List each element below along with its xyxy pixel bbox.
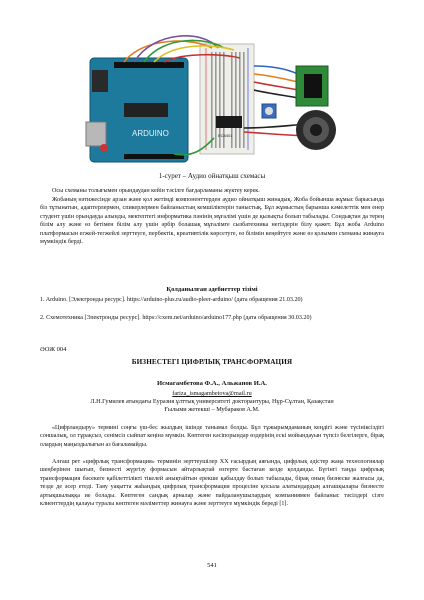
digital-header (114, 62, 184, 68)
circuit-diagram-graphic (84, 8, 340, 176)
page-number: 541 (207, 562, 217, 569)
usb-connector (86, 122, 106, 146)
author-email: fariza_ismagambetova@mail.ru (172, 390, 252, 397)
article-paragraph-2: Алғаш рет «цифрлық трансформация» терминін зерттеушілер XX ғасырдың аяғында, цифрлық әдістер жаңа технологиялар шеңберінен шығып, бизнесті жүргізу формасын айтарлықтай өзгерте бастаған кезде қолданды. Бүгінгі таңда цифрлық трансформация бәсекеге қабілеттілікті тікелей анықтайтын ерекше қабылдау болып табылады, бірақ оның бизнеске жалғасы да, тезде де әсер етеді. Таяу уақытта жаһандық цифрлық трансформация процесіне қосыла алатындардың алғашқылары бизнесте артықшылыққа ие болады. Көптеген сандық арналар және пайдаланушылардың компаниямен байланыс тәсілдері сізге клиенттердің қалауы туралы көптеген мәліметтер жинауға және зерттеуге мүмкіндік береді [1]. (40, 459, 384, 508)
udc-code: ӘОЖ 004 (40, 346, 67, 353)
microcontroller-chip (124, 103, 168, 117)
body-paragraph-1: Осы схеманы толығымен орындаудан кейін тәсілге бағдарламаны жүктеу керек. (52, 188, 260, 194)
svg-text:EC8401: EC8401 (218, 133, 233, 138)
power-jack (92, 70, 108, 92)
scientific-advisor-line: Ғылыми жетекші – Мубараков А.М. (164, 406, 260, 414)
body-paragraph-2: Жобаның нәтижесінде арзан және қол жетімді компоненттерден аудио ойнатқыш жинадық. Жоба бойынша жұмыс барысында біз тұтынатын, адаптерлермен, спикерлермен байланыстың кемшіліктерін таныстық. Бұл жұмыстың барынша кәмелеттік мен енер студент үшін орындауда алынды, мектептегі информатика пәнінің мұғалімі үшін де қызықты болып табылады. Сондықтан да терең білім алу және өз бетімен білім алу үшін әрбір болашақ мұғалімге сызбатехника негіздерін білу қажет. Бұл жоба Arduino платформасын егжей-тегжейлі зерттеуге, пербектік, креативтілік көрсетуге, өз білімін кеңейтуге және өз қолымен схеманы жинауға мүмкіндік берді. (40, 197, 384, 246)
author-affiliation (0, 398, 424, 414)
reference-item-1: 1. Arduino. [Электронды ресурс]. https://arduino-plus.ru/audio-pleer-arduino/ (дата обращения 21.03.20) (40, 297, 303, 303)
reference-item-2: 2. Схемотехника [Электронды ресурс]. https://cxem.net/arduino/arduino177.php (дата обращения 30.03.20) (40, 315, 312, 321)
amplifier-chip (216, 116, 242, 128)
article-authors: Исмагамбетова Ф.А., Альжанов И.А. (157, 380, 267, 387)
audio-player-circuit-figure (84, 8, 340, 176)
article-paragraph-1: «Цифрландыру» термині соңғы үш-бес жылдың ішінде танымал болды. Бұл тұжырымдаманың кеңдігі және түсініксіздігі соншалық, ол тұрақсыз, сенімсіз сыйпат кеңінә мүмкін. Көптеген кәсіпорындар өздерінің ескі мойындауын түпсіз белгілерге, бірақ олардың маңыздылығын аз бағаламайды. (40, 425, 384, 448)
references-heading: Қолданылған әдебиеттер тізімі (166, 286, 258, 293)
svg-text:ARDUINO: ARDUINO (132, 129, 169, 138)
article-title: БИЗНЕСТЕГІ ЦИФРЛЫҚ ТРАНСФОРМАЦИЯ (131, 358, 293, 366)
figure-caption: 1-сурет – Аудио ойнатқыш схемасы (158, 172, 266, 180)
affiliation-line: Л.Н.Гумилев атындағы Еуразия ұлттық университеті докторантуры, Нұр-Сұлтан, Қазақстан (90, 398, 334, 405)
reset-button-shape (100, 144, 108, 152)
